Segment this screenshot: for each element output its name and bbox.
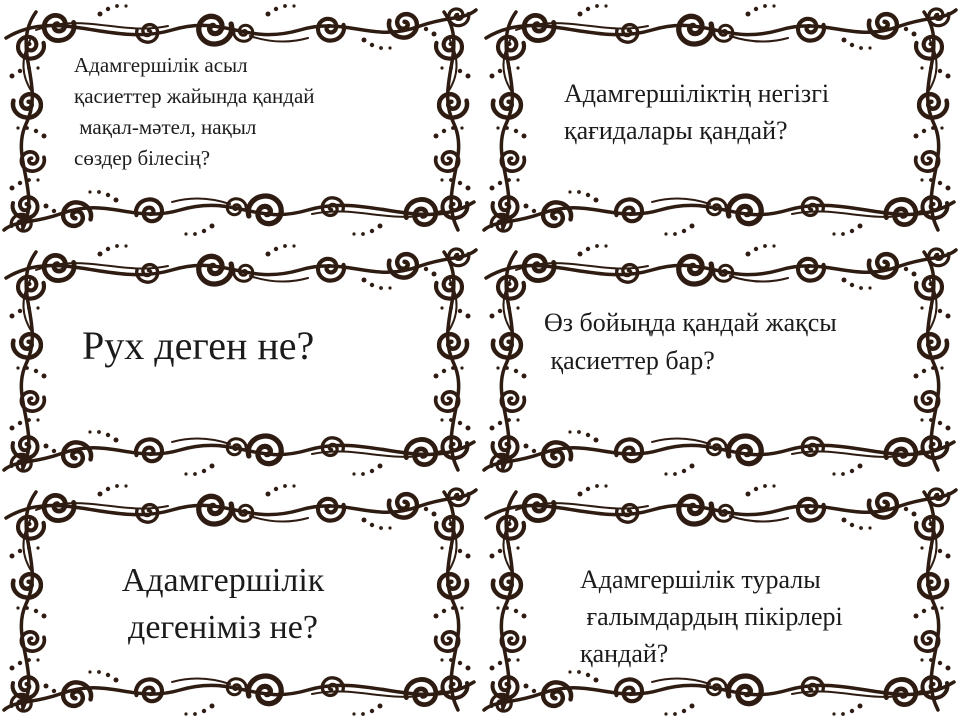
- question-text-6: [580, 561, 843, 672]
- question-line: сөздер білесің?: [74, 146, 211, 170]
- question-line: ғалымдардың пікірлері: [580, 602, 843, 631]
- question-text-4: [544, 304, 837, 380]
- question-line: қағидалары қандай?: [564, 116, 788, 145]
- question-line: Адамгершілік асыл: [74, 53, 248, 77]
- question-line: қандай?: [580, 639, 669, 668]
- question-line: дегеніміз не?: [128, 609, 318, 646]
- question-card-6: [480, 480, 960, 720]
- question-card-3: [0, 240, 480, 480]
- question-card-4: [480, 240, 960, 480]
- question-line: Өз бойыңда қандай жақсы: [544, 308, 837, 337]
- question-text-2: [564, 75, 829, 149]
- question-line: мақал-мәтел, нақыл: [74, 115, 257, 139]
- question-text-5: [28, 557, 418, 651]
- question-line: Адамгершілік: [121, 562, 325, 599]
- question-line: Адамгершіліктің негізгі: [564, 79, 830, 108]
- question-card-2: [480, 0, 960, 240]
- question-text-1: [74, 50, 315, 174]
- question-line: Рух деген не?: [82, 323, 315, 368]
- question-line: Адамгершілік туралы: [580, 565, 821, 594]
- question-line: қасиеттер жайында қандай: [74, 84, 315, 108]
- question-card-5: [0, 480, 480, 720]
- question-card-1: [0, 0, 480, 240]
- question-text-3: [82, 322, 314, 370]
- question-line: қасиеттер бар?: [544, 346, 715, 375]
